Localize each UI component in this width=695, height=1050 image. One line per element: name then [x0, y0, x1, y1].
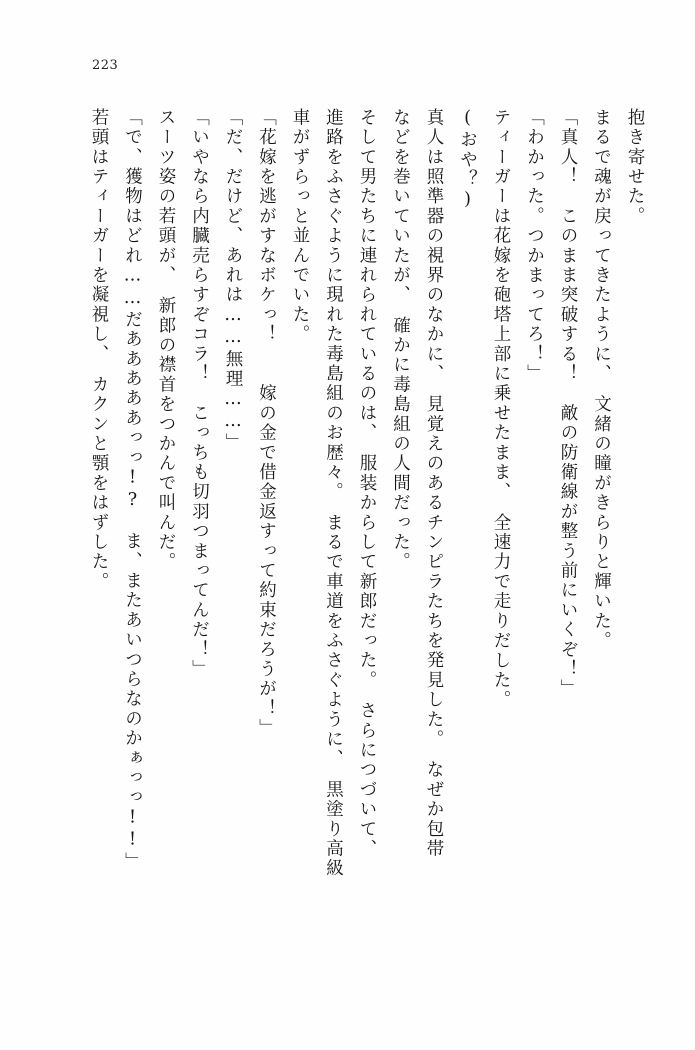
- text-column: 進路をふさぐように現れた毒島組のお歴々。 まるで車道をふさぐように、 黒塗り高級: [323, 108, 344, 879]
- text-column: 「で、獲物はどれ……だあああああっっ!? ま、またあいつらなのかぁっっ!!」: [122, 108, 143, 872]
- text-column: 「わかった。つかまってろ！」: [524, 108, 545, 384]
- vertical-text-block: [56, 108, 643, 898]
- text-column: 若頭はティーガーを凝視し、 カクンと顎をはずした。: [89, 108, 109, 592]
- text-column: 「だ、だけど、あれは……無理……」: [223, 108, 243, 453]
- text-column: 「いやなら内臓売らすぞコラ！ こっちも切羽つまってんだ！」: [189, 108, 210, 680]
- text-column: (おや？): [457, 108, 478, 212]
- text-column: スーツ姿の若頭が、 新郎の襟首をつかんで叫んだ。: [156, 108, 176, 573]
- text-column: などを巻いていたが、 確かに毒島組の人間だった。: [390, 108, 411, 573]
- text-column: そして男たちに連れられているのは、 服装からして新郎だった。 さらにつづいて、: [357, 108, 377, 859]
- text-column: 抱き寄せた。: [625, 108, 645, 227]
- text-column: まるで魂が戻ってきたように、 文緒の瞳がきらりと輝いた。: [591, 108, 612, 651]
- text-column: ティーガーは花嫁を砲塔上部に乗せたまま、 全速力で走りだした。: [491, 108, 511, 710]
- text-column: 車がずらっと並んでいた。: [290, 108, 310, 345]
- text-column: 真人は照準器の視界のなかに、 見覚えのあるチンピラたちを発見した。 なぜか包帯: [424, 108, 444, 859]
- page-number: 223: [92, 58, 119, 73]
- text-column: 「真人！ このまま突破する！ 敵の防衛線が整う前にいくぞ！」: [558, 108, 578, 699]
- text-column: 「花嫁を逃がすなボケっ！ 嫁の金で借金返すって約束だろうが！」: [256, 108, 277, 739]
